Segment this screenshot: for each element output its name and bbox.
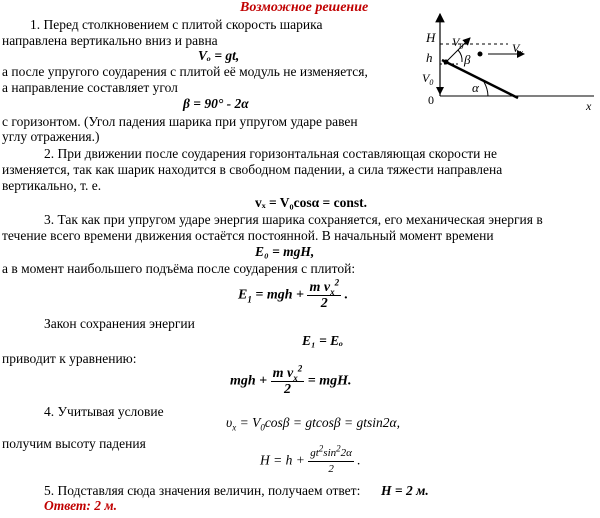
- label-alpha: α: [472, 80, 479, 95]
- p1-line2: направлена вертикально вниз и равна: [2, 33, 218, 48]
- p5-result: H = 2 м.: [381, 483, 429, 498]
- p3-law-formula: E₁ = Eₒ: [302, 333, 344, 348]
- physics-diagram: [418, 8, 600, 122]
- p3-leads: приводит к уравнению:: [2, 351, 137, 366]
- label-h: h: [426, 50, 433, 65]
- page-title: Возможное решение: [240, 0, 369, 15]
- p3-law: Закон сохранения энергии: [44, 316, 195, 331]
- p2-line1: 2. При движении после соударения горизонтальная составляющая скорости не: [44, 146, 497, 161]
- p1-formula-beta: β = 90° - 2α: [183, 96, 249, 111]
- label-vx: $V_x$: [512, 41, 523, 57]
- answer: Ответ: 2 м.: [44, 498, 118, 513]
- inclined-plate: [442, 60, 518, 98]
- label-zero: 0: [428, 93, 434, 107]
- p1-line5: с горизонтом. (Угол падения шарика при упругом ударе равен: [2, 114, 358, 129]
- alpha-arc: [484, 82, 488, 96]
- p3-line1: 3. Так как при упругом ударе энергия шарика сохраняется, его механическая энергия в: [44, 212, 543, 227]
- p1-line3: а после упругого соударения с плитой её модуль не изменяется,: [2, 64, 368, 79]
- formula-height: H = h + $\frac{gt^2\sin^22\alpha}{2}$ .: [260, 443, 361, 475]
- beta-arc: [458, 50, 462, 62]
- ball-top: [478, 52, 483, 57]
- formula-vx-condition: $\upsilon_x = V_0\cos\beta = gtcos\beta = gtsin2\alpha$,: [226, 415, 400, 433]
- p1-line1: 1. Перед столкновением с плитой скорость шарика: [30, 17, 323, 32]
- label-H: H: [426, 30, 436, 45]
- p3-line2: течение всего времени движения остаётся постоянной. В начальный момент времени: [2, 228, 494, 243]
- p3-formula-e0: E₀ = mgH,: [255, 244, 315, 259]
- label-beta: β: [464, 52, 471, 67]
- formula-e1: $E_1$ = mgh + $\frac{m v_x^2}{2}$ .: [238, 277, 349, 311]
- p2-formula-vx: vₓ = V₀cosα = const.: [255, 195, 367, 210]
- p2-line3: вертикально, т. е.: [2, 178, 102, 193]
- p5-line1: 5. Подставляя сюда значения величин, получаем ответ:: [44, 483, 361, 498]
- label-x: x: [586, 99, 592, 113]
- p3-line3: а в момент наибольшего подъёма после соударения с плитой:: [2, 261, 356, 276]
- p1-formula-v0: Vₒ = gt,: [198, 48, 240, 63]
- p1-line4: а направление составляет угол: [2, 80, 178, 95]
- p4-line2: получим высоту падения: [2, 436, 146, 451]
- label-v0-top: $V_0$: [452, 35, 464, 51]
- p2-line2: изменяется, так как шарик находится в свободном падении, а сила тяжести направлена: [2, 162, 503, 177]
- p1-line6: углу отражения.): [2, 129, 100, 144]
- formula-energy: mgh + $\frac{m v_x^2}{2}$ = mgH.: [230, 363, 352, 397]
- label-v0-left: $V_0$: [422, 71, 434, 87]
- p4-line1: 4. Учитывая условие: [44, 404, 164, 419]
